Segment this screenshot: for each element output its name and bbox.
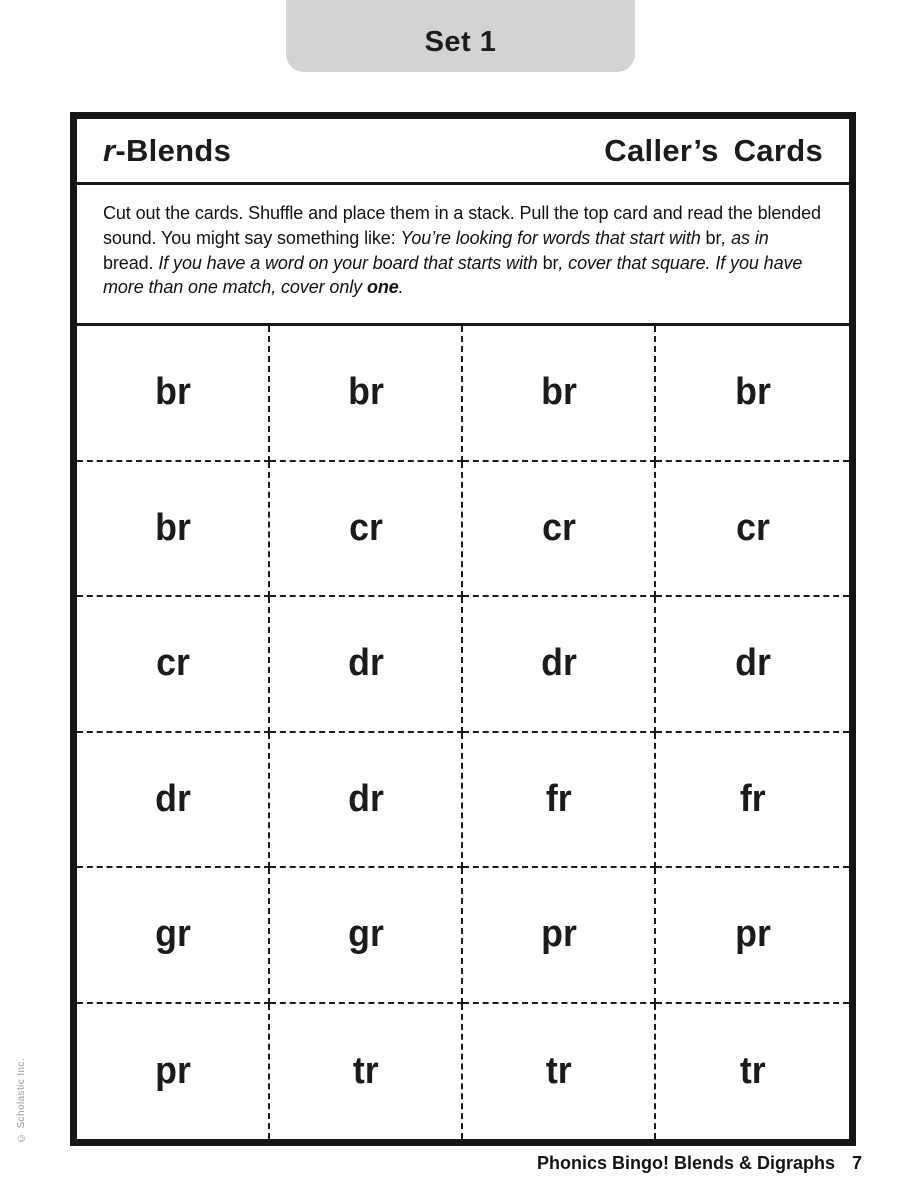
footer-page-number: 7: [851, 1153, 862, 1173]
caller-card-label: dr: [347, 642, 384, 685]
caller-card-label: cr: [735, 506, 770, 549]
instruction-segment: one: [366, 277, 399, 298]
instruction-segment: br: [705, 227, 722, 248]
caller-card: [656, 733, 849, 869]
caller-card-label: cr: [348, 506, 383, 549]
instruction-segment: bread.: [103, 252, 159, 273]
caller-card: [270, 733, 463, 869]
caller-card-label: br: [154, 371, 191, 414]
caller-card-label: dr: [540, 642, 577, 685]
caller-card-label: br: [154, 506, 191, 549]
caller-card-label: br: [540, 371, 577, 414]
caller-card: [656, 462, 849, 598]
instructions-text: [77, 185, 849, 323]
caller-card: [463, 326, 656, 462]
copyright-notice: © Scholastic Inc.: [16, 1057, 27, 1143]
sheet-title-italic-part: r: [103, 132, 116, 168]
callers-cards-sheet: [70, 112, 856, 1146]
caller-card: [270, 462, 463, 598]
caller-card-label: br: [734, 371, 771, 414]
caller-card: [463, 868, 656, 1004]
caller-card-label: dr: [347, 777, 384, 820]
caller-card: [77, 1004, 270, 1140]
caller-card: [656, 1004, 849, 1140]
caller-card: [77, 326, 270, 462]
caller-card-label: pr: [540, 913, 577, 956]
caller-card: [270, 326, 463, 462]
caller-card-label: fr: [739, 777, 766, 820]
caller-card-label: gr: [154, 913, 191, 956]
sheet-title: [103, 133, 231, 169]
caller-card-label: fr: [545, 777, 572, 820]
caller-card-label: tr: [352, 1049, 379, 1092]
caller-card-label: gr: [347, 913, 384, 956]
caller-card: [77, 597, 270, 733]
caller-card: [270, 597, 463, 733]
instruction-segment: You’re looking for words that start with: [400, 227, 706, 248]
page-footer: [537, 1153, 862, 1174]
instruction-segment: .: [398, 277, 404, 298]
caller-card-label: cr: [541, 506, 576, 549]
caller-card-label: br: [347, 371, 384, 414]
caller-card-label: pr: [154, 1049, 191, 1092]
caller-card: [656, 868, 849, 1004]
caller-card: [463, 733, 656, 869]
caller-card-label: dr: [734, 642, 771, 685]
caller-cards-grid: [77, 323, 849, 1139]
set-tab-label: Set 1: [424, 25, 497, 58]
sheet-header-right-label: Caller’s Cards: [604, 132, 823, 168]
caller-card-label: tr: [739, 1049, 766, 1092]
instruction-segment: If you have a word on your board that starts with: [158, 252, 543, 273]
caller-card: [656, 326, 849, 462]
set-tab: [286, 0, 635, 72]
caller-card: [77, 868, 270, 1004]
caller-card: [463, 597, 656, 733]
instruction-segment: Cut out the cards. Shuffle and place them in a stack. Pull the top card and read the blended sound. You might say something like:: [103, 203, 821, 248]
caller-card-label: pr: [734, 913, 771, 956]
sheet-title-rest-part: -Blends: [115, 132, 232, 168]
caller-card: [463, 462, 656, 598]
sheet-header: [77, 119, 849, 185]
caller-card: [463, 1004, 656, 1140]
caller-card: [77, 733, 270, 869]
caller-card-label: cr: [155, 642, 190, 685]
instruction-segment: br: [542, 252, 559, 273]
caller-card: [77, 462, 270, 598]
caller-card-label: tr: [545, 1049, 572, 1092]
caller-card: [270, 1004, 463, 1140]
footer-book-title: Phonics Bingo! Blends & Digraphs: [536, 1153, 835, 1173]
caller-card: [270, 868, 463, 1004]
instruction-segment: , as in: [721, 227, 769, 248]
caller-card-label: dr: [154, 777, 191, 820]
caller-card: [656, 597, 849, 733]
instruction-segment: , cover that square. If you have more than one match, cover only: [103, 252, 803, 298]
